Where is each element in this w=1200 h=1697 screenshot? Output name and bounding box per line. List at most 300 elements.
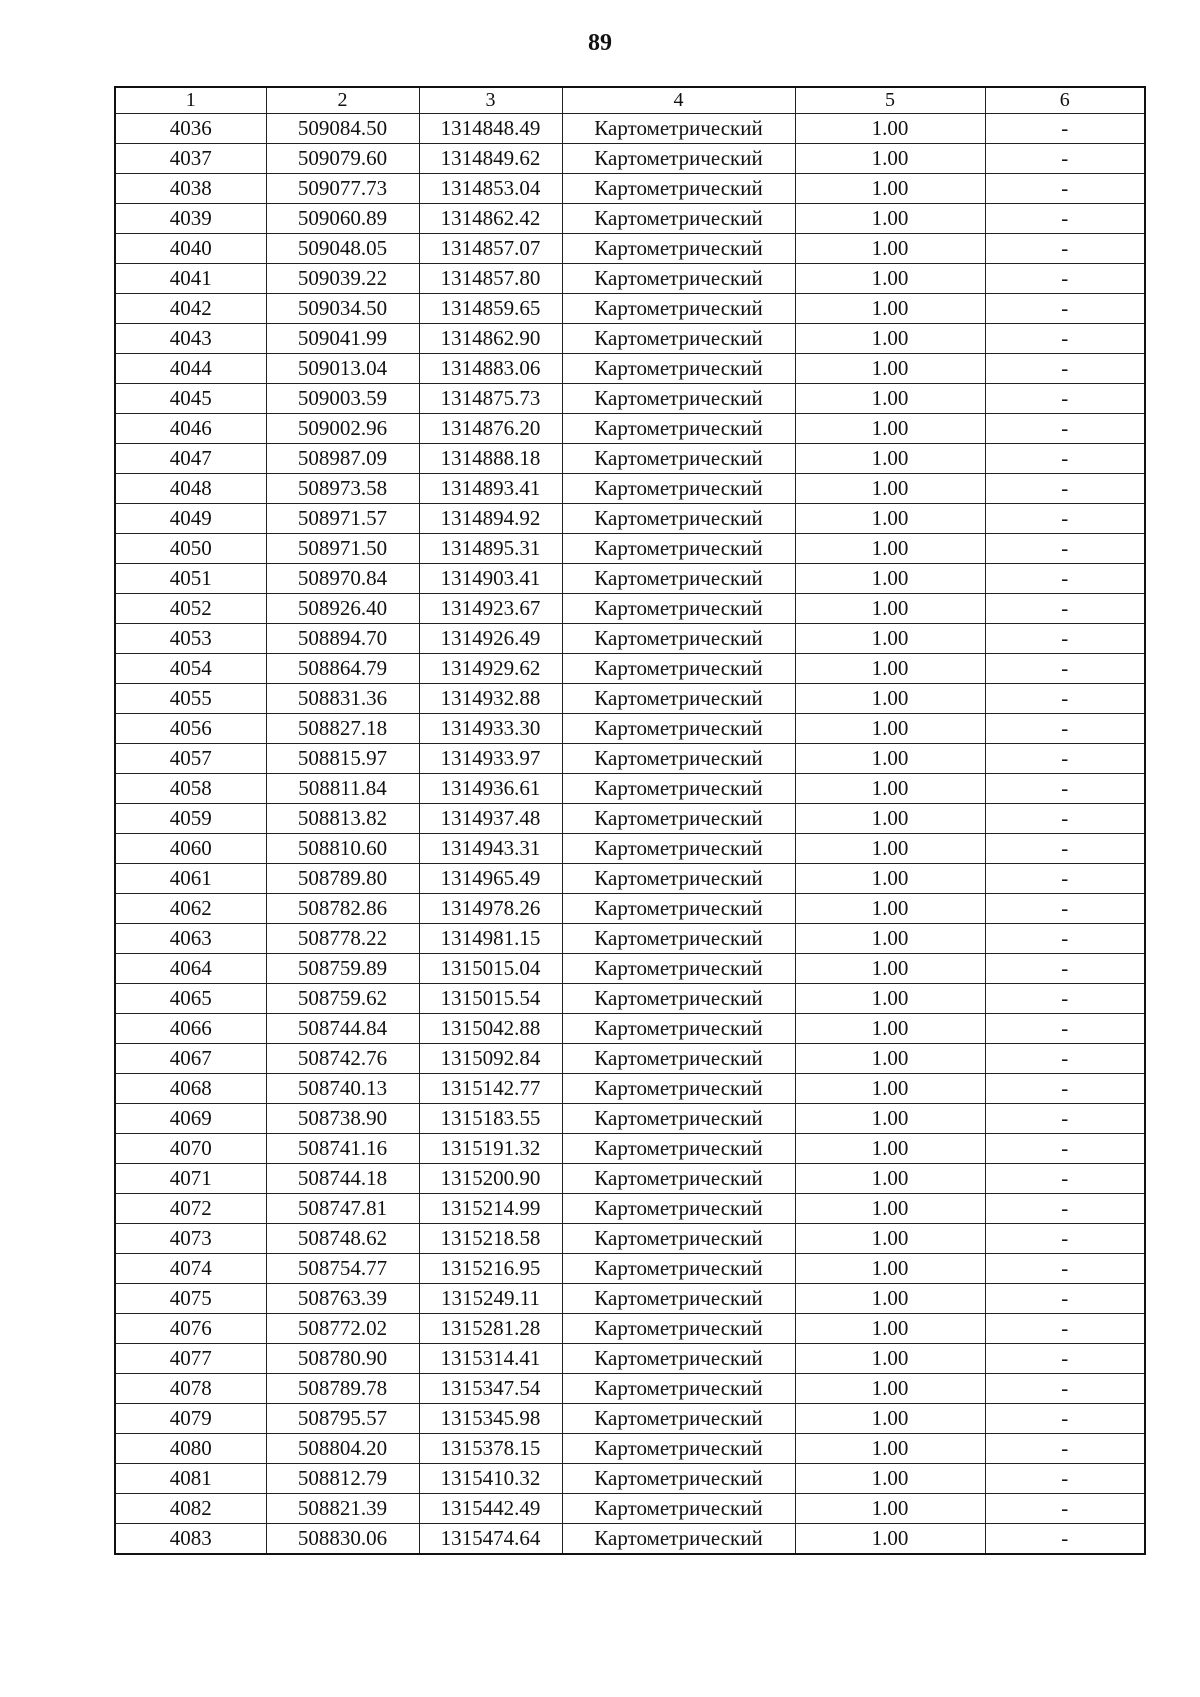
- table-cell: 508748.62: [266, 1224, 419, 1254]
- table-row: [115, 954, 1145, 984]
- table-cell: 4082: [115, 1494, 266, 1524]
- table-cell: 1.00: [795, 234, 985, 264]
- table-cell: 4074: [115, 1254, 266, 1284]
- table-cell: -: [985, 354, 1145, 384]
- table-cell: 4043: [115, 324, 266, 354]
- table-cell: -: [985, 144, 1145, 174]
- table-cell: Картометрический: [562, 654, 795, 684]
- table-cell: 508821.39: [266, 1494, 419, 1524]
- table-cell: 1.00: [795, 1164, 985, 1194]
- table-cell: 1314859.65: [419, 294, 562, 324]
- table-cell: 508804.20: [266, 1434, 419, 1464]
- table-row: [115, 774, 1145, 804]
- table-row: [115, 1164, 1145, 1194]
- table-header-row: [115, 87, 1145, 114]
- table-row: [115, 1314, 1145, 1344]
- table-cell: 1315015.54: [419, 984, 562, 1014]
- table-cell: 509084.50: [266, 114, 419, 144]
- table-cell: 1.00: [795, 654, 985, 684]
- table-cell: 1315249.11: [419, 1284, 562, 1314]
- table-row: [115, 564, 1145, 594]
- table-cell: 4038: [115, 174, 266, 204]
- table-cell: 1314888.18: [419, 444, 562, 474]
- table-row: [115, 834, 1145, 864]
- table-row: [115, 504, 1145, 534]
- table-cell: 508973.58: [266, 474, 419, 504]
- page-number: 89: [588, 30, 612, 56]
- table-row: [115, 864, 1145, 894]
- table-cell: Картометрический: [562, 1284, 795, 1314]
- table-row: [115, 1224, 1145, 1254]
- table-cell: 1314923.67: [419, 594, 562, 624]
- table-cell: Картометрический: [562, 504, 795, 534]
- table-row: [115, 714, 1145, 744]
- table-cell: 508827.18: [266, 714, 419, 744]
- table-cell: 1.00: [795, 1434, 985, 1464]
- table-cell: 4060: [115, 834, 266, 864]
- table-cell: 4058: [115, 774, 266, 804]
- table-cell: 508778.22: [266, 924, 419, 954]
- table-cell: Картометрический: [562, 864, 795, 894]
- table-cell: 1.00: [795, 384, 985, 414]
- table-row: [115, 1134, 1145, 1164]
- table-cell: Картометрический: [562, 174, 795, 204]
- table-cell: 4070: [115, 1134, 266, 1164]
- table-row: [115, 294, 1145, 324]
- table-cell: 1314933.30: [419, 714, 562, 744]
- table-cell: 1.00: [795, 1344, 985, 1374]
- table-cell: 1315347.54: [419, 1374, 562, 1404]
- table-cell: 4041: [115, 264, 266, 294]
- table-row: [115, 474, 1145, 504]
- table-cell: 508926.40: [266, 594, 419, 624]
- table-row: [115, 534, 1145, 564]
- table-cell: Картометрический: [562, 924, 795, 954]
- table-cell: -: [985, 1164, 1145, 1194]
- table-row: [115, 234, 1145, 264]
- table-cell: -: [985, 234, 1145, 264]
- table-cell: 1315142.77: [419, 1074, 562, 1104]
- table-cell: 509039.22: [266, 264, 419, 294]
- table-cell: 4067: [115, 1044, 266, 1074]
- table-cell: 1314876.20: [419, 414, 562, 444]
- table-cell: 4050: [115, 534, 266, 564]
- table-cell: 1.00: [795, 894, 985, 924]
- table-cell: 1.00: [795, 744, 985, 774]
- table-cell: 4051: [115, 564, 266, 594]
- table-cell: -: [985, 1014, 1145, 1044]
- table-cell: Картометрический: [562, 414, 795, 444]
- table-row: [115, 414, 1145, 444]
- table-cell: 1314857.80: [419, 264, 562, 294]
- table-cell: Картометрический: [562, 324, 795, 354]
- table-cell: -: [985, 474, 1145, 504]
- table-cell: -: [985, 1104, 1145, 1134]
- table-cell: 1.00: [795, 954, 985, 984]
- table-cell: -: [985, 294, 1145, 324]
- table-cell: -: [985, 1404, 1145, 1434]
- table-cell: -: [985, 1254, 1145, 1284]
- table-cell: -: [985, 1434, 1145, 1464]
- table-cell: 1.00: [795, 1194, 985, 1224]
- table-cell: 4053: [115, 624, 266, 654]
- table-cell: 4057: [115, 744, 266, 774]
- table-cell: 4065: [115, 984, 266, 1014]
- table-row: [115, 444, 1145, 474]
- table-cell: 1.00: [795, 504, 985, 534]
- table-cell: -: [985, 1044, 1145, 1074]
- table-cell: 1314932.88: [419, 684, 562, 714]
- table-cell: Картометрический: [562, 1194, 795, 1224]
- table-cell: 509048.05: [266, 234, 419, 264]
- table-cell: 508763.39: [266, 1284, 419, 1314]
- table-cell: -: [985, 864, 1145, 894]
- table-cell: Картометрический: [562, 534, 795, 564]
- table-row: [115, 1254, 1145, 1284]
- table-cell: 4064: [115, 954, 266, 984]
- table-cell: Картометрический: [562, 624, 795, 654]
- table-cell: 508741.16: [266, 1134, 419, 1164]
- table-cell: -: [985, 504, 1145, 534]
- table-cell: Картометрический: [562, 234, 795, 264]
- table-row: [115, 204, 1145, 234]
- table-cell: 1314965.49: [419, 864, 562, 894]
- table-cell: 1.00: [795, 414, 985, 444]
- table-cell: Картометрический: [562, 1494, 795, 1524]
- table-row: [115, 744, 1145, 774]
- table-cell: 508864.79: [266, 654, 419, 684]
- table-cell: 508795.57: [266, 1404, 419, 1434]
- table-cell: 1315378.15: [419, 1434, 562, 1464]
- table-cell: Картометрический: [562, 684, 795, 714]
- table-row: [115, 1284, 1145, 1314]
- table-row: [115, 1494, 1145, 1524]
- table-cell: 1314853.04: [419, 174, 562, 204]
- table-cell: 508772.02: [266, 1314, 419, 1344]
- table-cell: 1314883.06: [419, 354, 562, 384]
- table-cell: 1.00: [795, 1464, 985, 1494]
- table-row: [115, 624, 1145, 654]
- table-cell: 1.00: [795, 684, 985, 714]
- table-row: [115, 1344, 1145, 1374]
- table-cell: 1315216.95: [419, 1254, 562, 1284]
- table-cell: -: [985, 204, 1145, 234]
- table-cell: 1.00: [795, 774, 985, 804]
- table-cell: 1314857.07: [419, 234, 562, 264]
- table-cell: 508740.13: [266, 1074, 419, 1104]
- table-cell: 4071: [115, 1164, 266, 1194]
- table-cell: 508747.81: [266, 1194, 419, 1224]
- table-cell: -: [985, 594, 1145, 624]
- table-cell: Картометрический: [562, 714, 795, 744]
- table-cell: 1315200.90: [419, 1164, 562, 1194]
- table-cell: 4042: [115, 294, 266, 324]
- table-cell: Картометрический: [562, 444, 795, 474]
- table-cell: 4049: [115, 504, 266, 534]
- table-row: [115, 924, 1145, 954]
- table-cell: 1.00: [795, 1134, 985, 1164]
- table-cell: 4062: [115, 894, 266, 924]
- table-cell: Картометрический: [562, 1404, 795, 1434]
- table-cell: 1.00: [795, 294, 985, 324]
- table-cell: 1315281.28: [419, 1314, 562, 1344]
- table-row: [115, 1464, 1145, 1494]
- table-cell: -: [985, 174, 1145, 204]
- column-header: 1: [115, 87, 266, 114]
- table-cell: Картометрический: [562, 804, 795, 834]
- table-cell: 508830.06: [266, 1524, 419, 1555]
- table-cell: Картометрический: [562, 354, 795, 384]
- table-cell: 1.00: [795, 1374, 985, 1404]
- table-row: [115, 1044, 1145, 1074]
- table-row: [115, 384, 1145, 414]
- table-cell: 508894.70: [266, 624, 419, 654]
- table-cell: 509013.04: [266, 354, 419, 384]
- table-cell: -: [985, 1194, 1145, 1224]
- table-cell: -: [985, 324, 1145, 354]
- table-cell: 1.00: [795, 174, 985, 204]
- table-cell: -: [985, 684, 1145, 714]
- table-cell: 508759.89: [266, 954, 419, 984]
- table-cell: 4063: [115, 924, 266, 954]
- table-cell: 4078: [115, 1374, 266, 1404]
- table-cell: 508744.18: [266, 1164, 419, 1194]
- table-cell: 1314862.90: [419, 324, 562, 354]
- table-cell: Картометрический: [562, 264, 795, 294]
- table-cell: 1.00: [795, 864, 985, 894]
- table-cell: Картометрический: [562, 834, 795, 864]
- table-cell: 1314981.15: [419, 924, 562, 954]
- table-cell: -: [985, 444, 1145, 474]
- table-cell: 1.00: [795, 924, 985, 954]
- table-cell: 508789.80: [266, 864, 419, 894]
- table-cell: Картометрический: [562, 384, 795, 414]
- table-cell: -: [985, 414, 1145, 444]
- table-cell: 1315042.88: [419, 1014, 562, 1044]
- table-cell: Картометрический: [562, 744, 795, 774]
- table-cell: -: [985, 924, 1145, 954]
- table-cell: 1.00: [795, 594, 985, 624]
- table-cell: 4075: [115, 1284, 266, 1314]
- table-cell: 1.00: [795, 204, 985, 234]
- table-cell: -: [985, 1314, 1145, 1344]
- table-cell: 509034.50: [266, 294, 419, 324]
- table-cell: -: [985, 714, 1145, 744]
- table-cell: 4066: [115, 1014, 266, 1044]
- table-row: [115, 1194, 1145, 1224]
- table-cell: -: [985, 1344, 1145, 1374]
- table-cell: 1.00: [795, 474, 985, 504]
- table-cell: 508789.78: [266, 1374, 419, 1404]
- table-cell: 1.00: [795, 354, 985, 384]
- table-cell: 1314943.31: [419, 834, 562, 864]
- table-cell: 4069: [115, 1104, 266, 1134]
- table-row: [115, 804, 1145, 834]
- table-cell: 509003.59: [266, 384, 419, 414]
- table-cell: 1.00: [795, 564, 985, 594]
- table-cell: Картометрический: [562, 1344, 795, 1374]
- table-cell: Картометрический: [562, 774, 795, 804]
- table-cell: 4077: [115, 1344, 266, 1374]
- table-cell: -: [985, 1464, 1145, 1494]
- table-cell: 1.00: [795, 444, 985, 474]
- table-cell: Картометрический: [562, 1254, 795, 1284]
- table-cell: Картометрический: [562, 1044, 795, 1074]
- column-header: 3: [419, 87, 562, 114]
- table-cell: 1.00: [795, 1254, 985, 1284]
- table-cell: -: [985, 384, 1145, 414]
- table-cell: Картометрический: [562, 1134, 795, 1164]
- table-cell: Картометрический: [562, 474, 795, 504]
- table-cell: 509077.73: [266, 174, 419, 204]
- table-cell: 508987.09: [266, 444, 419, 474]
- table-cell: 508780.90: [266, 1344, 419, 1374]
- table-cell: 4047: [115, 444, 266, 474]
- table-cell: 1315191.32: [419, 1134, 562, 1164]
- table-row: [115, 1014, 1145, 1044]
- table-cell: -: [985, 264, 1145, 294]
- table-cell: 1.00: [795, 714, 985, 744]
- table-cell: 1.00: [795, 1404, 985, 1434]
- table-cell: 4040: [115, 234, 266, 264]
- table-cell: 508831.36: [266, 684, 419, 714]
- table-row: [115, 654, 1145, 684]
- table-cell: 4080: [115, 1434, 266, 1464]
- table-cell: 1315218.58: [419, 1224, 562, 1254]
- table-cell: -: [985, 774, 1145, 804]
- table-cell: 1.00: [795, 324, 985, 354]
- table-cell: 508742.76: [266, 1044, 419, 1074]
- table-cell: 1314903.41: [419, 564, 562, 594]
- column-header: 2: [266, 87, 419, 114]
- table-cell: 1315442.49: [419, 1494, 562, 1524]
- table-cell: 1.00: [795, 984, 985, 1014]
- column-header: 5: [795, 87, 985, 114]
- table-cell: 1314894.92: [419, 504, 562, 534]
- table-row: [115, 984, 1145, 1014]
- table-cell: 4081: [115, 1464, 266, 1494]
- table-cell: 4046: [115, 414, 266, 444]
- table-cell: 509060.89: [266, 204, 419, 234]
- table-cell: 508970.84: [266, 564, 419, 594]
- column-header: 4: [562, 87, 795, 114]
- table-cell: Картометрический: [562, 1014, 795, 1044]
- table-cell: -: [985, 624, 1145, 654]
- table-cell: 4037: [115, 144, 266, 174]
- table-cell: Картометрический: [562, 144, 795, 174]
- table-cell: 1.00: [795, 1284, 985, 1314]
- table-cell: 1314875.73: [419, 384, 562, 414]
- table-cell: -: [985, 564, 1145, 594]
- table-cell: 1315092.84: [419, 1044, 562, 1074]
- table-cell: 1.00: [795, 1044, 985, 1074]
- column-header: 6: [985, 87, 1145, 114]
- table-cell: 1314893.41: [419, 474, 562, 504]
- table-cell: -: [985, 744, 1145, 774]
- table-cell: 508759.62: [266, 984, 419, 1014]
- table-cell: 1315015.04: [419, 954, 562, 984]
- table-cell: 1.00: [795, 1494, 985, 1524]
- table-cell: 508815.97: [266, 744, 419, 774]
- table-row: [115, 114, 1145, 144]
- table-cell: Картометрический: [562, 984, 795, 1014]
- table-cell: -: [985, 114, 1145, 144]
- table-cell: Картометрический: [562, 1074, 795, 1104]
- table-cell: Картометрический: [562, 1104, 795, 1134]
- table-row: [115, 264, 1145, 294]
- table-cell: 1.00: [795, 1314, 985, 1344]
- table-cell: -: [985, 654, 1145, 684]
- table-cell: -: [985, 954, 1145, 984]
- table-cell: -: [985, 1134, 1145, 1164]
- table-cell: Картометрический: [562, 894, 795, 924]
- table-cell: 1.00: [795, 1224, 985, 1254]
- table-cell: 508782.86: [266, 894, 419, 924]
- table-row: [115, 684, 1145, 714]
- table-cell: Картометрический: [562, 1374, 795, 1404]
- table-cell: 1315474.64: [419, 1524, 562, 1555]
- table-cell: 1314933.97: [419, 744, 562, 774]
- table-cell: 509002.96: [266, 414, 419, 444]
- table-cell: 1.00: [795, 624, 985, 654]
- table-row: [115, 174, 1145, 204]
- table-row: [115, 354, 1145, 384]
- table-cell: 4068: [115, 1074, 266, 1104]
- table-cell: 4076: [115, 1314, 266, 1344]
- table-cell: 4079: [115, 1404, 266, 1434]
- table-cell: Картометрический: [562, 114, 795, 144]
- table-cell: 1.00: [795, 144, 985, 174]
- table-cell: 1315214.99: [419, 1194, 562, 1224]
- table-cell: 1314926.49: [419, 624, 562, 654]
- table-cell: 4052: [115, 594, 266, 624]
- table-cell: 1314978.26: [419, 894, 562, 924]
- table-cell: 508738.90: [266, 1104, 419, 1134]
- table-cell: 1314937.48: [419, 804, 562, 834]
- table-cell: 1.00: [795, 834, 985, 864]
- table-cell: 4073: [115, 1224, 266, 1254]
- table-cell: -: [985, 1524, 1145, 1555]
- table-cell: -: [985, 534, 1145, 564]
- table-cell: -: [985, 1494, 1145, 1524]
- table-cell: 4045: [115, 384, 266, 414]
- table-cell: Картометрический: [562, 1164, 795, 1194]
- table-cell: 508812.79: [266, 1464, 419, 1494]
- table-cell: 4056: [115, 714, 266, 744]
- table-row: [115, 1374, 1145, 1404]
- table-row: [115, 1524, 1145, 1555]
- table-row: [115, 594, 1145, 624]
- table-cell: 4055: [115, 684, 266, 714]
- table-row: [115, 894, 1145, 924]
- table-cell: 1314929.62: [419, 654, 562, 684]
- table-cell: Картометрический: [562, 564, 795, 594]
- table-cell: Картометрический: [562, 294, 795, 324]
- table-cell: 1315345.98: [419, 1404, 562, 1434]
- table-cell: 509041.99: [266, 324, 419, 354]
- table-cell: 4072: [115, 1194, 266, 1224]
- table-row: [115, 1434, 1145, 1464]
- table-cell: 508813.82: [266, 804, 419, 834]
- table-cell: 1.00: [795, 1104, 985, 1134]
- table-cell: Картометрический: [562, 1464, 795, 1494]
- table-cell: 1.00: [795, 1014, 985, 1044]
- table-cell: 508971.57: [266, 504, 419, 534]
- table-cell: 1314862.42: [419, 204, 562, 234]
- table-cell: -: [985, 1074, 1145, 1104]
- table-cell: Картометрический: [562, 1524, 795, 1555]
- table-body: [115, 114, 1145, 1555]
